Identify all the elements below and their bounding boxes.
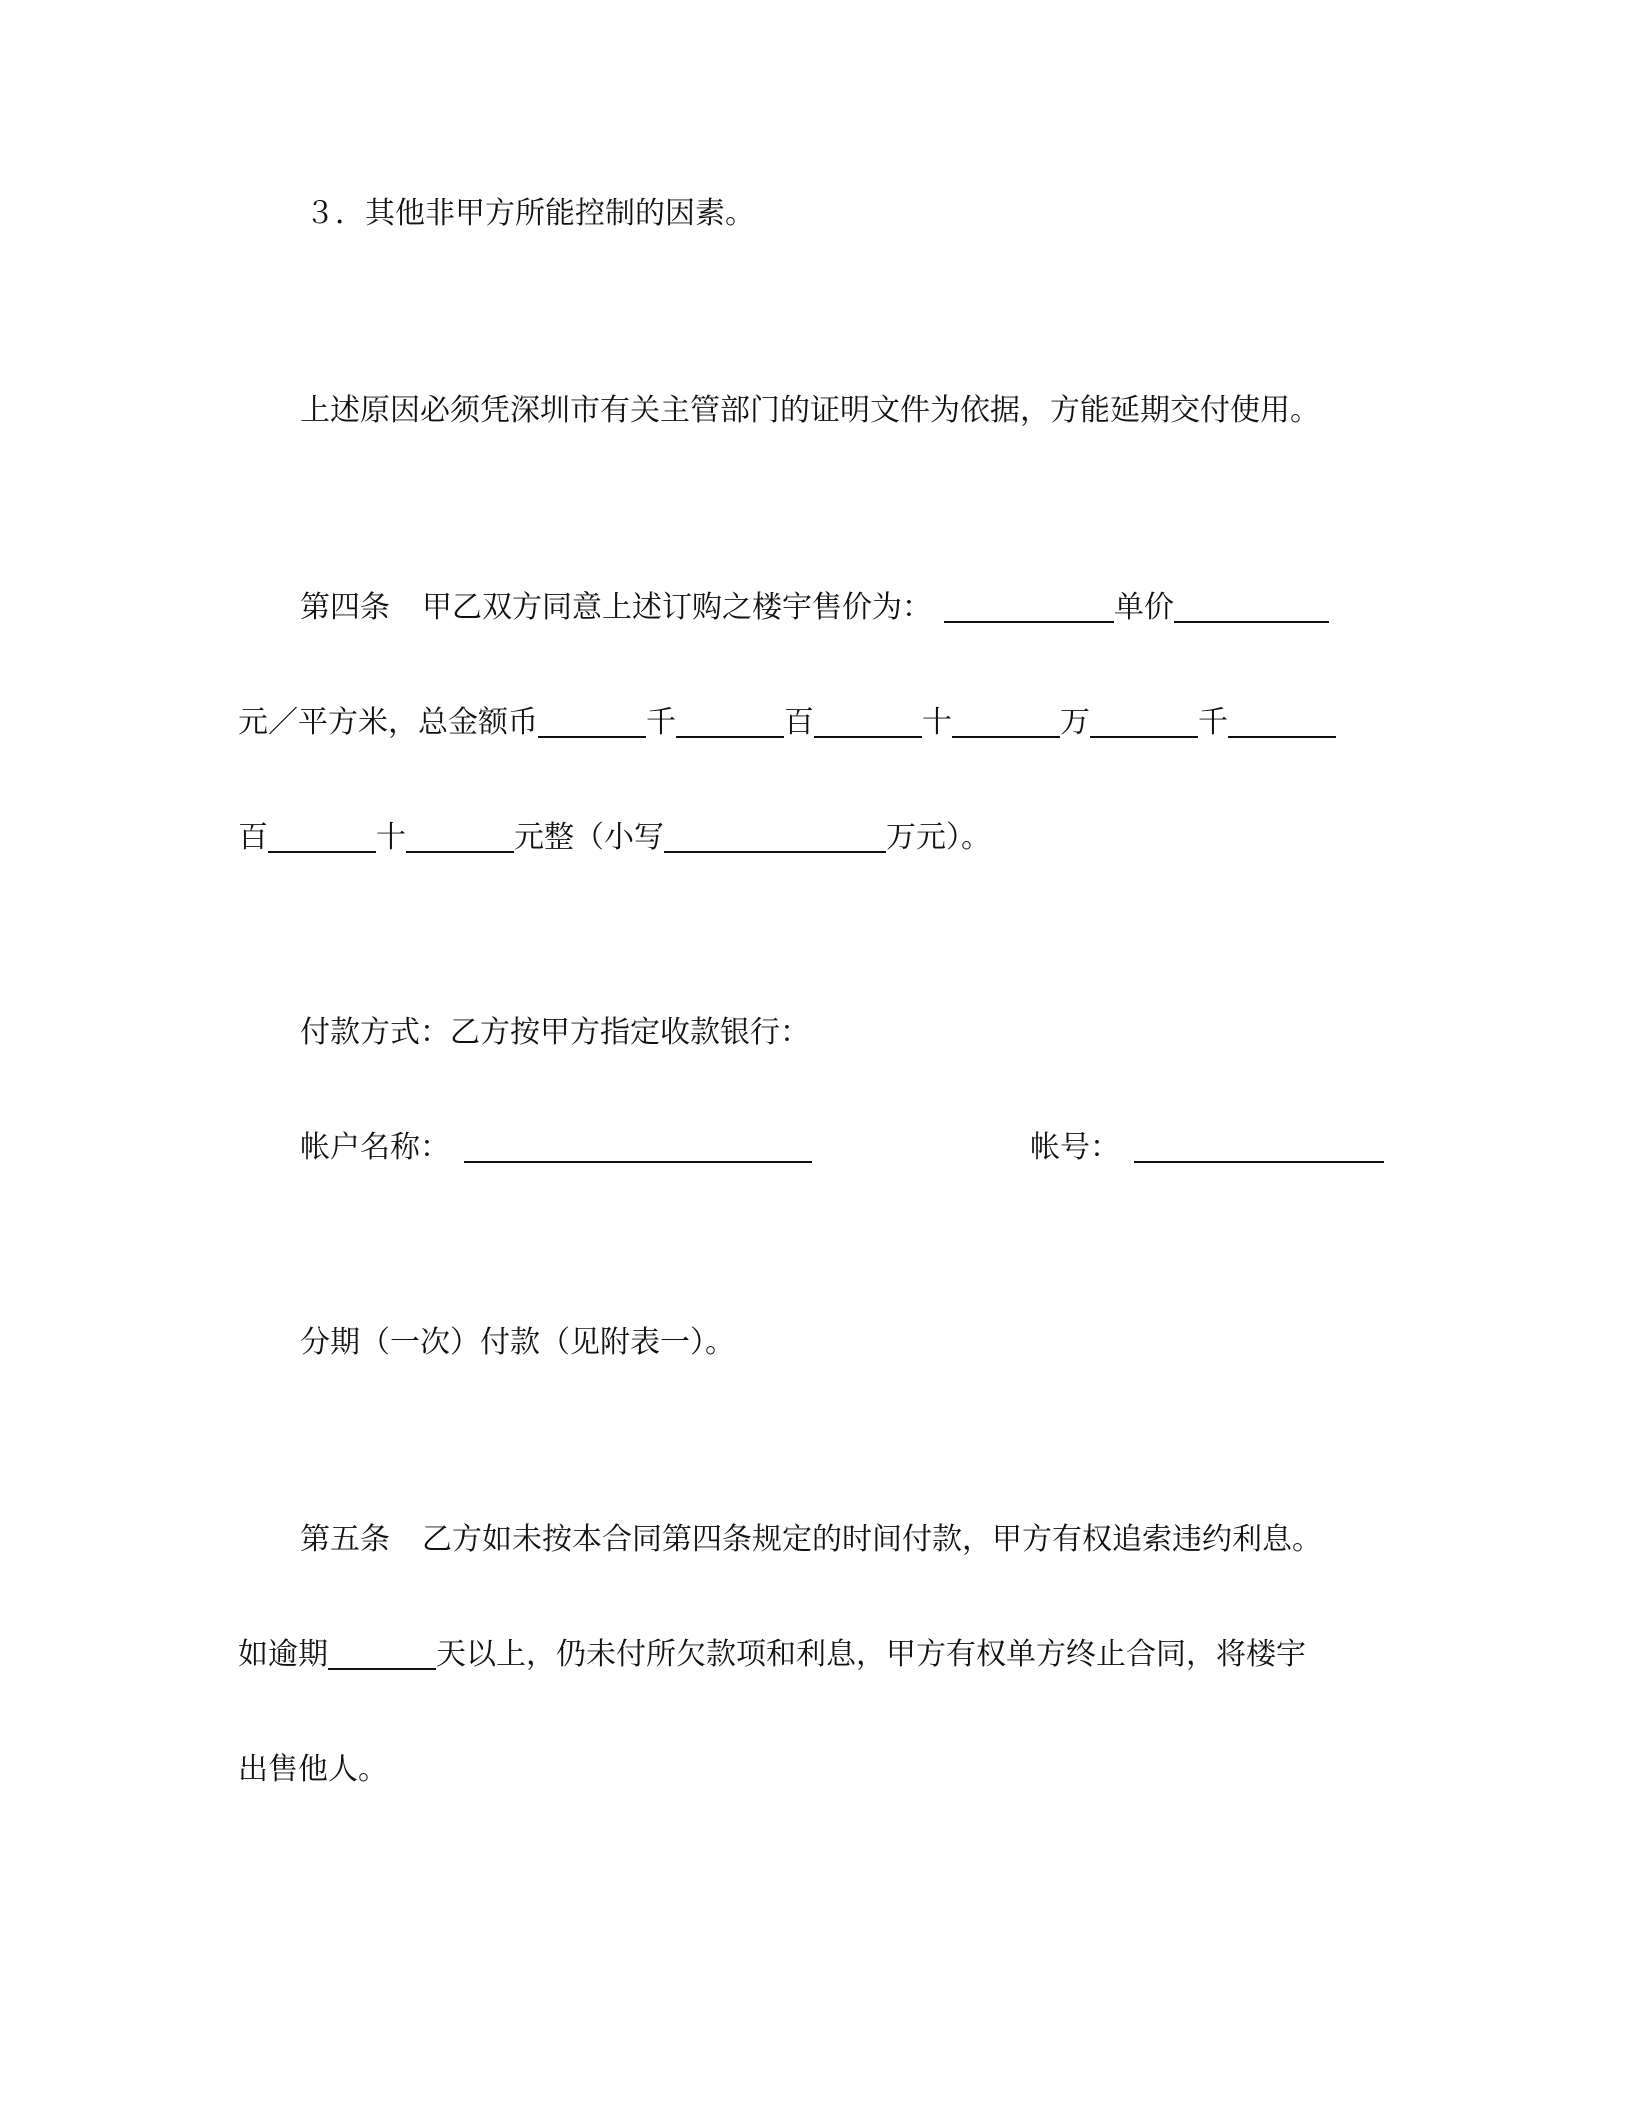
account-name-line [300,1128,812,1168]
unit-shi: 十 [922,705,952,740]
payment-method-line: 付款方式：乙方按甲方指定收款银行： [300,1015,810,1050]
amount-blank-wan[interactable] [952,706,1060,738]
amount-lowercase-blank[interactable] [664,821,886,853]
unit-shi-2: 十 [376,820,406,855]
amount-blank-yuan[interactable] [406,821,514,853]
unit-qian-2: 千 [1198,705,1228,740]
article-4-heading: 第四条 [300,590,390,625]
article-4-line-1 [300,588,1329,628]
installment-line: 分期（一次）付款（见附表一）。 [300,1325,735,1360]
amount-blank-shi-2[interactable] [268,821,376,853]
account-name-label: 帐户名称： [300,1130,450,1165]
article-5-line-3: 出售他人。 [238,1752,388,1787]
article-5-line-2 [238,1635,1306,1675]
account-name-blank[interactable] [464,1131,812,1163]
clause-item-3: ３．其他非甲方所能控制的因素。 [305,196,755,231]
overdue-label: 如逾期 [238,1637,328,1672]
article-5-line-1 [300,1520,1322,1560]
article-5-heading: 第五条 [300,1522,390,1557]
article-5-text-1: 乙方如未按本合同第四条规定的时间付款，甲方有权追索违约利息。 [422,1522,1322,1557]
amount-blank-bai-2[interactable] [1228,706,1336,738]
account-number-label: 帐号： [1030,1130,1120,1165]
amount-blank-shi[interactable] [814,706,922,738]
article-4-line-2 [238,703,1336,743]
unit-qian: 千 [646,705,676,740]
article-5-text-3: 天以上，仍未付所欠款项和利息，甲方有权单方终止合同，将楼宇 [436,1637,1306,1672]
overdue-days-blank[interactable] [328,1638,436,1670]
unit-price-label: 单价 [1114,590,1174,625]
delay-evidence-paragraph: 上述原因必须凭深圳市有关主管部门的证明文件为依据，方能延期交付使用。 [300,393,1320,428]
unit-price-blank[interactable] [1174,591,1329,623]
account-number-line [1030,1128,1384,1168]
amount-blank-qian-2[interactable] [1090,706,1198,738]
account-number-blank[interactable] [1134,1131,1384,1163]
wan-yuan-close: 万元）。 [886,820,991,855]
amount-blank-bai[interactable] [676,706,784,738]
unit-bai: 百 [784,705,814,740]
article-4-line-3 [238,818,991,858]
article-4-price-text: 甲乙双方同意上述订购之楼宇售价为： [422,590,932,625]
unit-bai-2: 百 [238,820,268,855]
total-amount-label: 元／平方米，总金额币 [238,705,538,740]
unit-wan: 万 [1060,705,1090,740]
total-price-blank[interactable] [944,591,1114,623]
yuan-lowercase-label: 元整（小写 [514,820,664,855]
amount-blank-qian[interactable] [538,706,646,738]
